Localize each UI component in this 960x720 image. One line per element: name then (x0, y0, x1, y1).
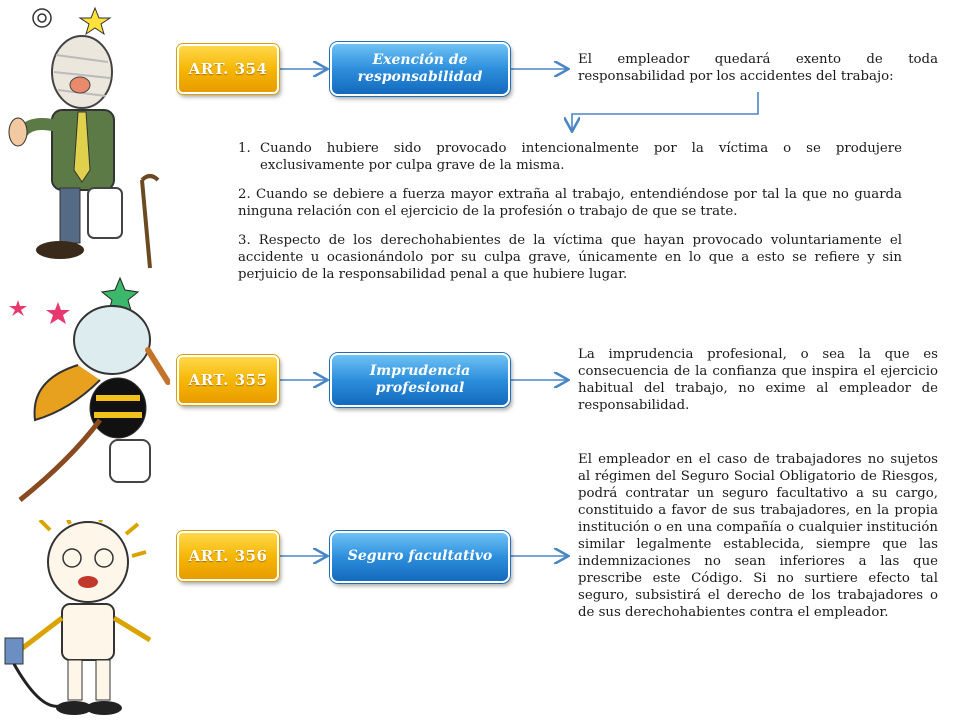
art-354-item-3: 3. Respecto de los derechohabientes de la víctima que hayan provocado voluntariamente el accidente u ocasionándolo por su culpa grave, únicamente en lo que a esto se refiere y sin perjuicio de la responsabilidad penal a que hubiere lugar. (238, 233, 902, 282)
art-355-title: Imprudencia profesional (330, 353, 510, 407)
art-354-item-2: 2. Cuando se debiere a fuerza mayor extraña al trabajo, entendiéndose por tal la que no guarda ninguna relación con el ejercicio de la profesión o trabajo de que se trate. (238, 187, 902, 219)
arrow-354-text-to-list (572, 92, 758, 130)
art-354-badge: ART. 354 (177, 44, 279, 94)
art-355-description: La imprudencia profesional, o sea la que es consecuencia de la confianza que inspira el ejercicio habitual del trabajo, no exime al empleador de responsabilidad. (578, 347, 938, 413)
art-355-badge: ART. 355 (177, 355, 279, 405)
art-356-description: El empleador en el caso de trabajadores no sujetos al régimen del Seguro Social Obligatorio de Riesgos, podrá contratar un seguro facultativo a su cargo, constituido a favor de sus trabajadores, en la propia institución o en una compañía o cualquier institución similar legalmente establecida, siempre que las indemnizaciones no sean inferiores a las que prescribe este Código. Si no surtiere efecto tal seguro, subsistirá el derecho de los trabajadores o de sus derechohabientes contra el empleador. (578, 452, 938, 620)
art-354-item-1: 1. Cuando hubiere sido provocado intencionalmente por la víctima o se produjere exclusivamente por culpa grave de la misma. (238, 141, 902, 173)
art-356-badge: ART. 356 (177, 531, 279, 581)
art-354-description: El empleador quedará exento de toda responsabilidad por los accidentes del trabajo: (578, 52, 938, 84)
art-354-conditions-list (238, 140, 902, 295)
art-356-title: Seguro facultativo (330, 531, 510, 583)
art-354-title: Exención de responsabilidad (330, 42, 510, 96)
